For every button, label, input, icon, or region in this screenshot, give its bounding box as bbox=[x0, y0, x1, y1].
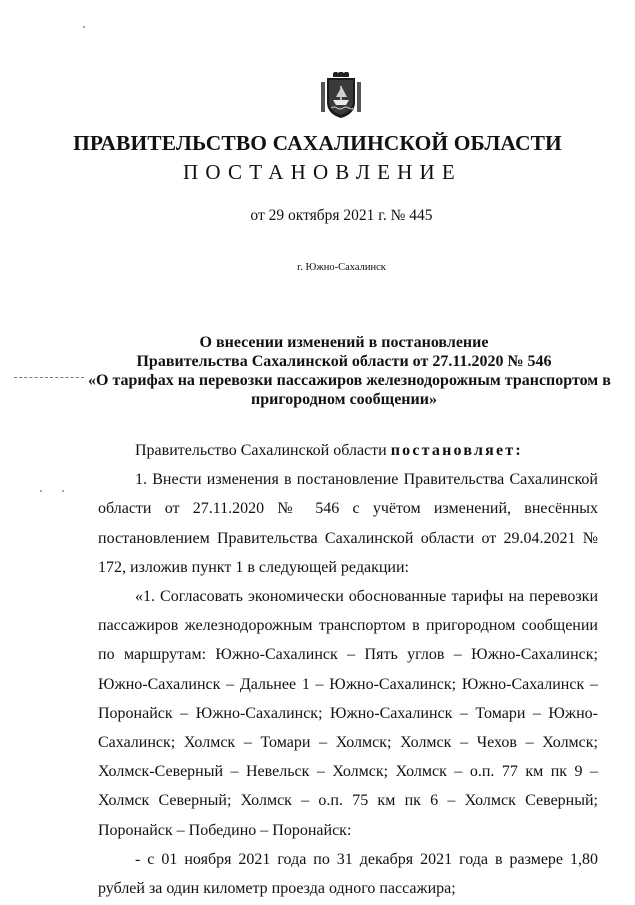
scan-artifact-dot bbox=[40, 490, 42, 492]
scan-artifact-dot bbox=[83, 26, 85, 28]
document-date-number: от 29 октября 2021 г. № 445 bbox=[250, 207, 433, 224]
paragraph-1: 1. Внести изменения в постановление Правительства Сахалинской области от 27.11.2020 № 546 с учётом изменений, внесённых постановлением Правительства Сахалинской области от 29.04.2021 № 172, изложив пункт 1 в следующей редакции: bbox=[98, 471, 598, 576]
subject-line: пригородном сообщении» bbox=[251, 391, 437, 408]
subject-line: О внесении изменений в постановление bbox=[199, 334, 489, 351]
organization-title: ПРАВИТЕЛЬСТВО САХАЛИНСКОЙ ОБЛАСТИ bbox=[73, 131, 562, 155]
document-subject bbox=[88, 333, 611, 409]
paragraph-2: «1. Согласовать экономически обоснованные тарифы на перевозки пассажиров железнодорожным транспортом в пригородном сообщении по маршрутам: Южно-Сахалинск – Пять углов – Южно-Сахалинск; Южно-Сахалинск – Дальнее 1 – Южно-Сахалинск; Южно-Сахалинск – Поронайск – Южно-Сахалинск; Южно-Сахалинск – Томари – Южно-Сахалинск; Холмск – Томари – Холмск; Холмск – Чехов – Холмск; Холмск-Северный – Невельск – Холмск; Холмск – о.п. 77 км пк 9 – Холмск Северный; Холмск – о.п. 75 км пк 6 – Холмск Северный; Поронайск – Победино – Поронайск: bbox=[98, 588, 598, 839]
coat-of-arms-icon bbox=[320, 72, 362, 120]
paragraph-3: - с 01 ноября 2021 года по 31 декабря 2021 года в размере 1,80 рублей за один километр проезда одного пассажира; bbox=[98, 850, 598, 898]
document-type: ПОСТАНОВЛЕНИЕ bbox=[183, 160, 462, 184]
subject-line: «О тарифах на перевозки пассажиров железнодорожным транспортом в bbox=[88, 372, 611, 389]
scan-artifact-dot bbox=[62, 490, 64, 492]
document-place: г. Южно-Сахалинск bbox=[297, 262, 386, 273]
decree-lead-text: Правительство Сахалинской области bbox=[135, 442, 387, 459]
decree-lead-paragraph bbox=[98, 436, 598, 465]
document-body bbox=[98, 436, 598, 903]
subject-line: Правительства Сахалинской области от 27.11.2020 № 546 bbox=[136, 353, 552, 370]
decree-lead-verb: постановляет: bbox=[390, 442, 523, 459]
scan-artifact-dashes bbox=[14, 377, 84, 378]
